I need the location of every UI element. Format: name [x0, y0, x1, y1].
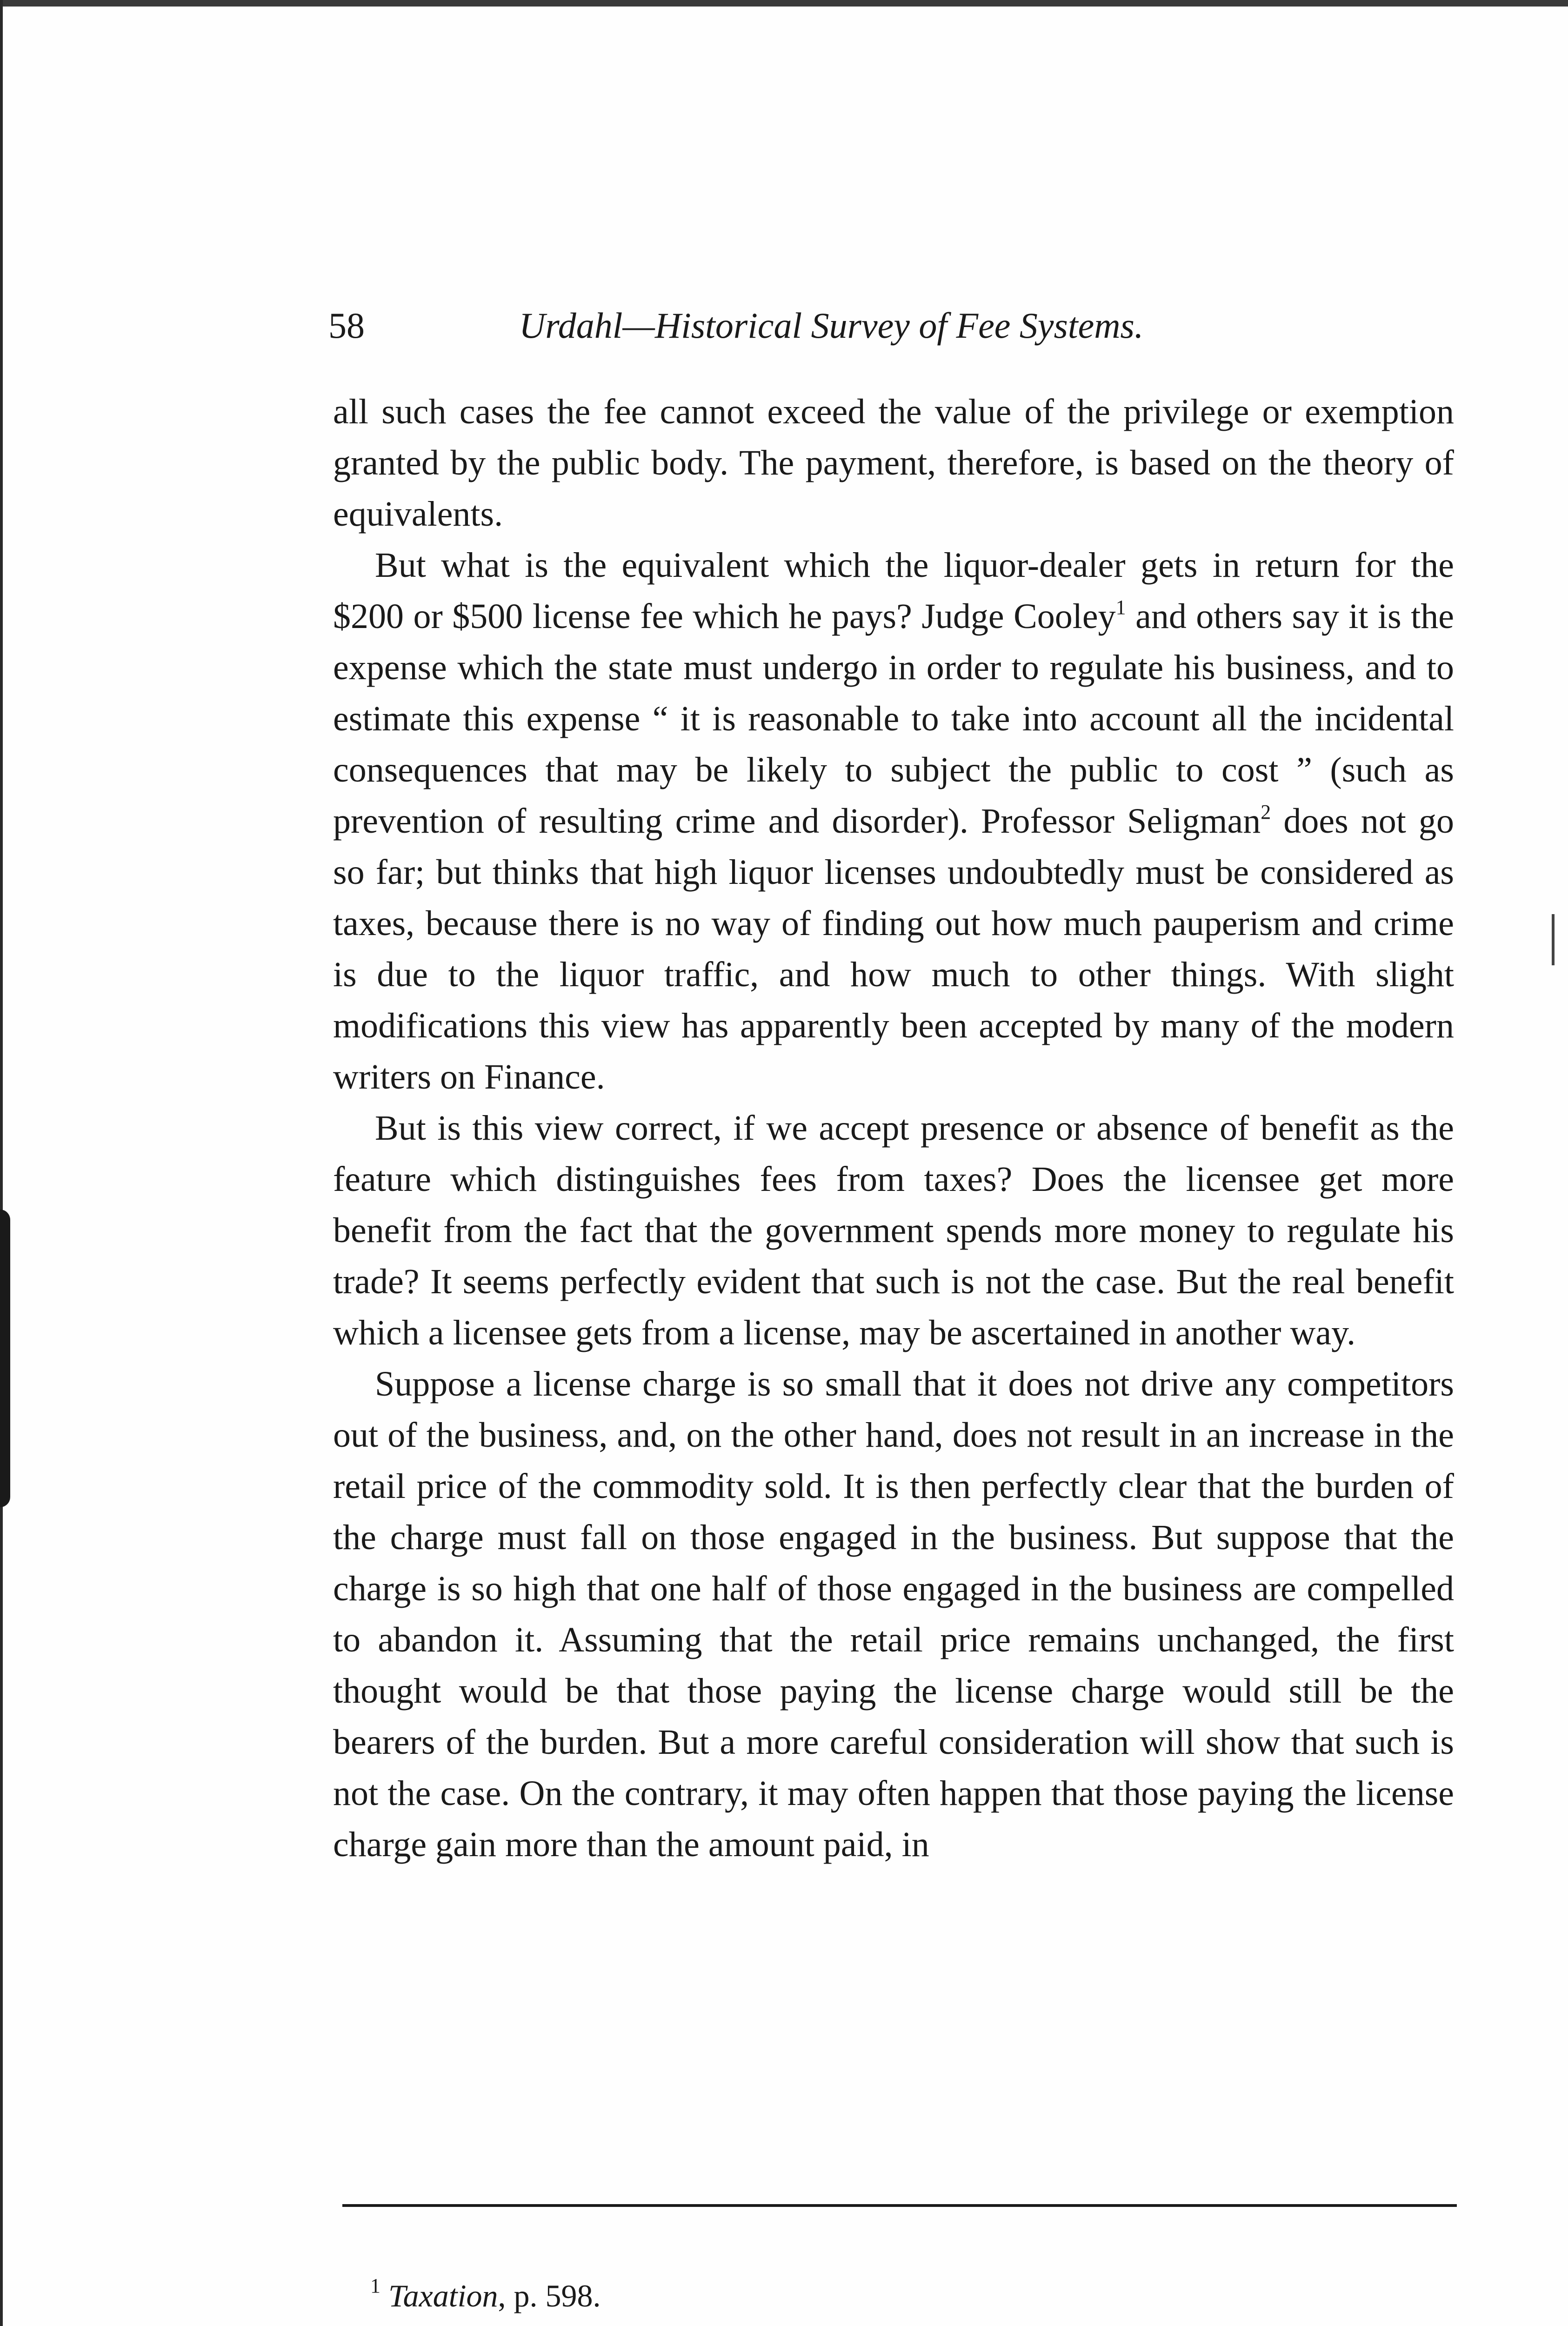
footnote-rule [342, 2204, 1457, 2207]
paragraph-3: But is this view correct, if we accept presence or absence of benefit as the feature which distinguishes fees from taxes? Does the licensee get more benefit from the fact that the government spends more money to regulate his trade? It seems perfectly evident that such is not the case. But the real benefit which a licensee gets from a license, may be ascertained in another way. [333, 1109, 1454, 1352]
footnote-ref-2: 2 [1261, 801, 1271, 823]
footnotes [370, 2270, 1440, 2326]
scan-margin-mark [1552, 914, 1555, 965]
paragraph-2-part-a: But what is the equivalent which the liquor-dealer gets in return for the $200 or $500 license fee which he pays? Judge Cooley [333, 546, 1454, 636]
footnote-work-title: Taxation [388, 2278, 498, 2313]
scan-binding-shadow [0, 1210, 10, 1507]
paragraph-2-part-c: does not go so far; but thinks that high liquor licenses undoubtedly must be considered as taxes, because there is no way of finding out how much pauperism and crime is due to the liquor traffic, and how much to other things. With slight modifications this view has apparently been accepted by many of the modern writers on Finance. [333, 802, 1454, 1096]
paragraph-4: Suppose a license charge is so small that it does not drive any competitors out of the business, and, on the other hand, does not result in an increase in the retail price of the commodity sold. It is then perfectly clear that the burden of the charge must fall on those engaged in the business. But suppose that the charge is so high that one half of those engaged in the business are compelled to abandon it. Assuming that the retail price remains unchanged, the first thought would be that those paying the license charge would still be the bearers of the burden. But a more careful consideration will show that such is not the case. On the contrary, it may often happen that those paying the license charge gain more than the amount paid, in [333, 1364, 1454, 1864]
running-title: Urdahl—Historical Survey of Fee Systems. [519, 305, 1144, 346]
footnote-2 [370, 2321, 1440, 2326]
scan-left-edge [0, 0, 3, 2326]
footnote-1 [370, 2270, 1440, 2321]
footnote-mark: 1 [370, 2274, 380, 2297]
body-text [333, 386, 1454, 1870]
scan-top-edge [0, 0, 1568, 7]
paragraph-2 [333, 540, 1454, 1103]
page-header [328, 298, 1459, 354]
paragraph-1: all such cases the fee cannot exceed the value of the privilege or exemption granted by the public body. The payment, therefore, is based on the theory of equivalents. [333, 392, 1454, 534]
paragraph-2-part-b: and others say it is the expense which the state must undergo in order to regulate his business, and to estimate this expense “ it is reasonable to take into account all the incidental consequences that may be likely to subject the public to cost ” (such as prevention of resulting crime and disorder). Professor Seligman [333, 597, 1454, 841]
page-number: 58 [328, 305, 365, 346]
footnote-page: , p. 598. [498, 2278, 601, 2313]
footnote-ref-1: 1 [1115, 596, 1126, 619]
